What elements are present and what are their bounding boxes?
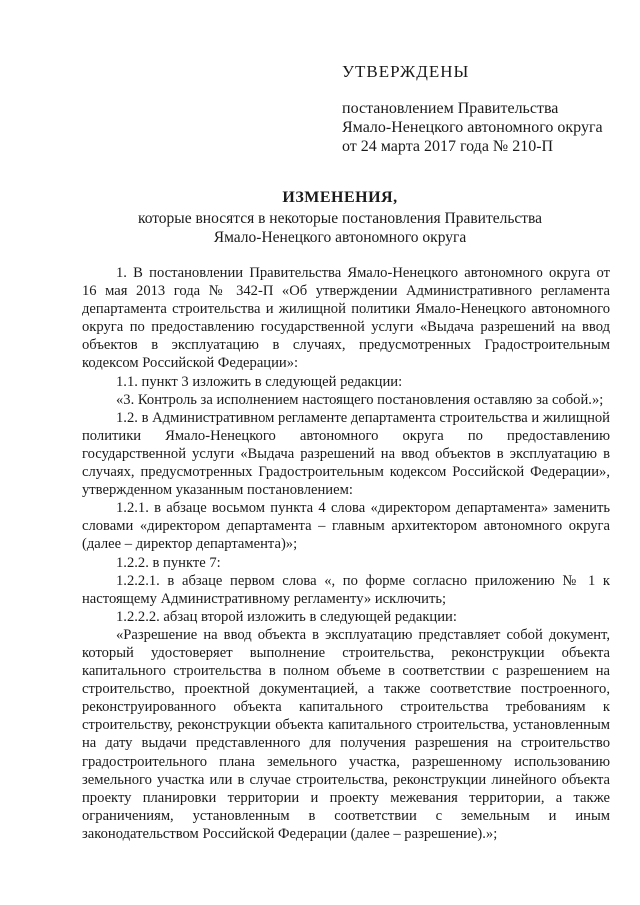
approval-title: УТВЕРЖДЕНЫ	[342, 62, 470, 81]
approval-line: постановлением Правительства	[342, 100, 559, 117]
approval-line: от 24 марта 2017 года № 210-П	[342, 138, 554, 155]
paragraph: «Разрешение на ввод объекта в эксплуатацию представляет собой документ, который удостоверяет выполнение строительства, реконструкции объекта капитального строительства в полном объеме в соответствии с разрешением на строительство, проектной документацией, а также соответствие построенного, реконструированного объекта капитального строительства требованиям к строительству, реконструкции объекта капитального строительства, установленным на дату выдачи представленного для получения разрешения на строительство градостроительного плана земельного участка, разрешенному использованию земельного участка или в случае строительства, реконструкции линейного объекта проекту планировки территории и проекту межевания территории, а также ограничениям, установленным в соответствии с земельным и иным законодательством Российской Федерации (далее – разрешение).»;	[82, 626, 610, 842]
paragraph: «3. Контроль за исполнением настоящего постановления оставляю за собой.»;	[116, 391, 604, 408]
approval-block	[342, 62, 612, 156]
document-heading	[60, 188, 620, 247]
heading-title: ИЗМЕНЕНИЯ,	[282, 189, 398, 206]
heading-subtitle: которые вносятся в некоторые постановления Правительства	[137, 210, 543, 227]
document-body	[82, 264, 610, 843]
paragraph: 1.1. пункт 3 изложить в следующей редакции:	[116, 373, 403, 390]
heading-subtitle: Ямало-Ненецкого автономного округа	[213, 229, 467, 246]
paragraph: 1.2. в Административном регламенте департамента строительства и жилищной политики Ямало-Ненецкого автономного округа по предоставлению государственной услуги «Выдача разрешений на ввод объектов в эксплуатацию в случаях, предусмотренных Градостроительным кодексом Российской Федерации», утвержденном указанным постановлением:	[82, 409, 610, 499]
paragraph: 1.2.1. в абзаце восьмом пункта 4 слова «директором департамента» заменить словами «директором департамента – главным архитектором автономного округа (далее – директор департамента)»;	[82, 500, 610, 553]
approval-line: Ямало-Ненецкого автономного округа	[342, 119, 603, 136]
paragraph: 1.2.2.2. абзац второй изложить в следующей редакции:	[116, 608, 457, 625]
paragraph: 1. В постановлении Правительства Ямало-Ненецкого автономного округа от 16 мая 2013 года № 342-П «Об утверждении Административного регламента департамента строительства и жилищной политики Ямало-Ненецкого автономного округа по предоставлению государственной услуги «Выдача разрешений на ввод объектов в эксплуатацию в случаях, предусмотренных Градостроительным кодексом Российской Федерации»:	[82, 265, 610, 372]
paragraph: 1.2.2.1. в абзаце первом слова «, по форме согласно приложению № 1 к настоящему Административному регламенту» исключить;	[82, 572, 610, 607]
paragraph: 1.2.2. в пункте 7:	[116, 554, 221, 571]
